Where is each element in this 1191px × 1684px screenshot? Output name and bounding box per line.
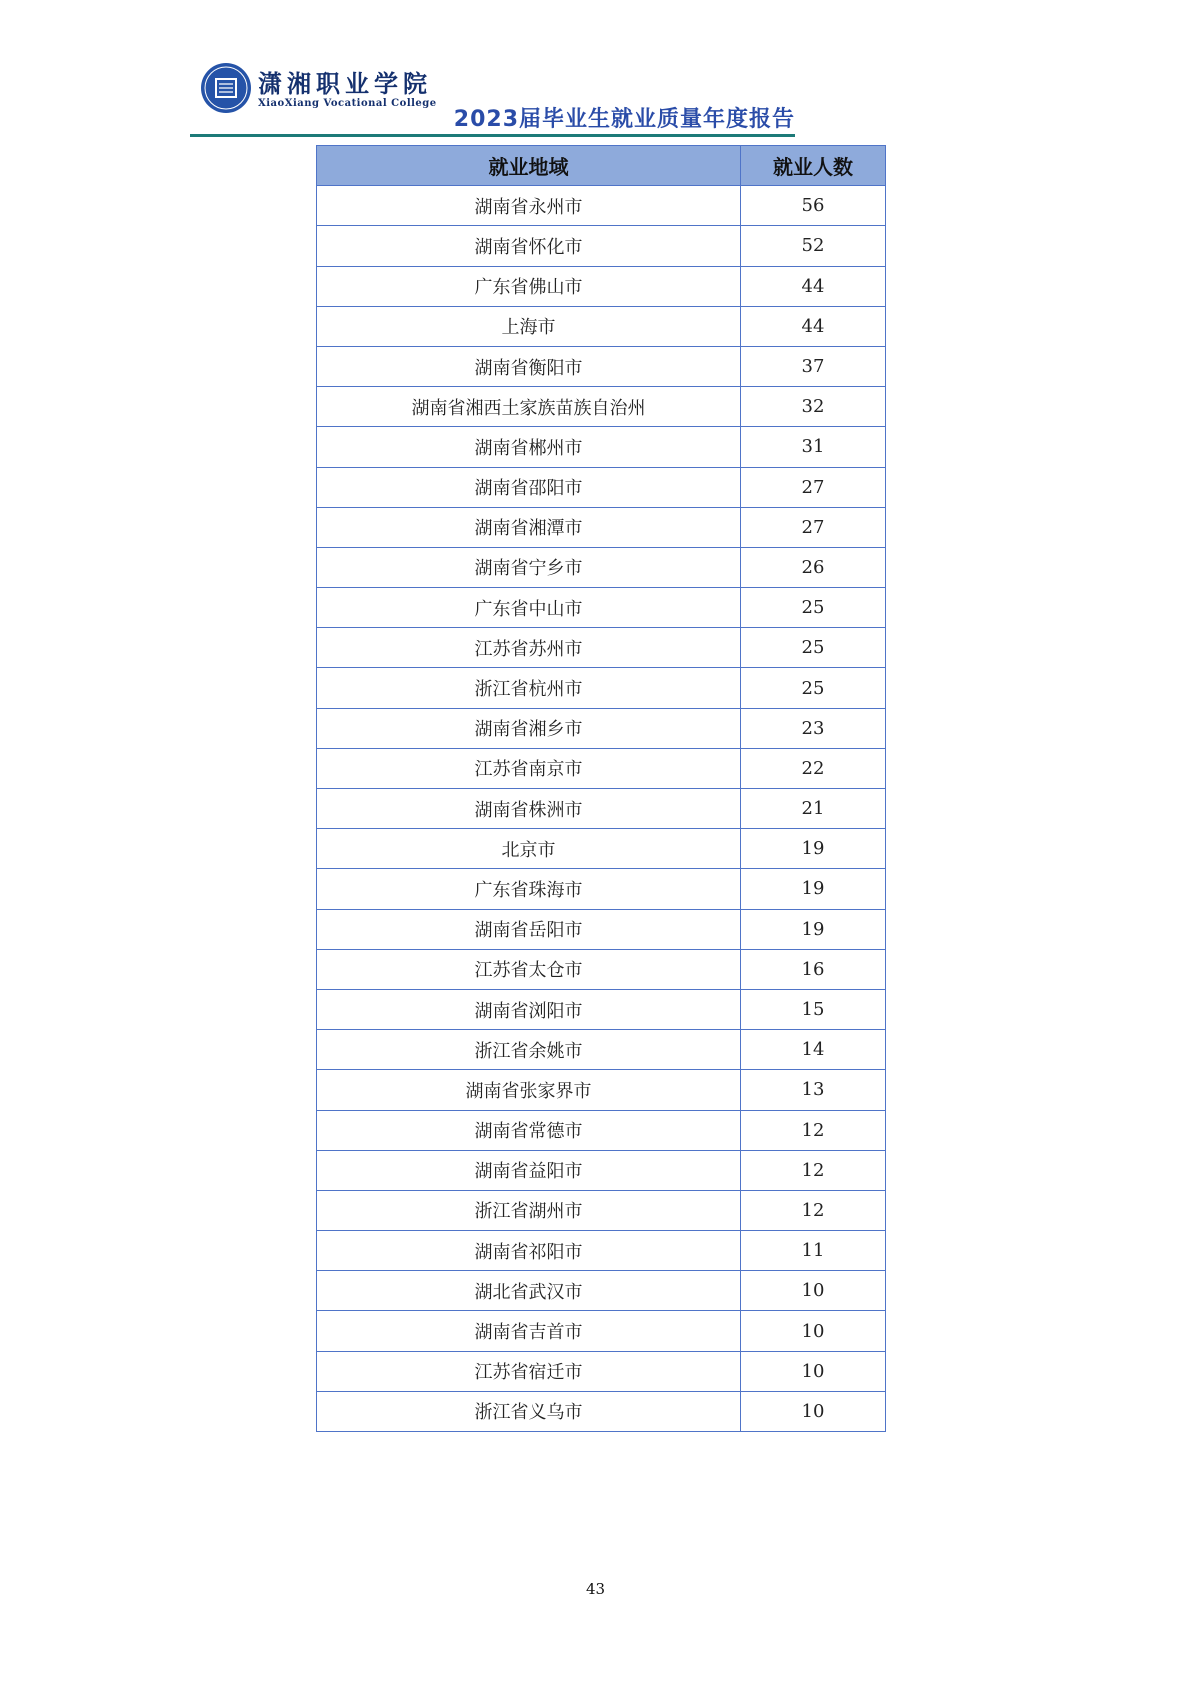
table-row bbox=[317, 1231, 886, 1271]
table-row bbox=[317, 909, 886, 949]
region-cell: 湖南省宁乡市 bbox=[317, 547, 741, 587]
count-cell: 19 bbox=[741, 869, 886, 909]
table-body bbox=[317, 186, 886, 1432]
region-cell: 浙江省余姚市 bbox=[317, 1030, 741, 1070]
region-cell: 上海市 bbox=[317, 306, 741, 346]
table-row bbox=[317, 186, 886, 226]
count-cell: 22 bbox=[741, 748, 886, 788]
count-cell: 12 bbox=[741, 1190, 886, 1230]
table-row bbox=[317, 547, 886, 587]
region-cell: 湖南省湘西土家族苗族自治州 bbox=[317, 387, 741, 427]
region-cell: 广东省佛山市 bbox=[317, 266, 741, 306]
employment-region-table bbox=[316, 145, 886, 1432]
count-cell: 27 bbox=[741, 467, 886, 507]
region-cell: 湖南省湘乡市 bbox=[317, 708, 741, 748]
count-cell: 25 bbox=[741, 588, 886, 628]
college-name-en: XiaoXiang Vocational College bbox=[258, 98, 437, 109]
region-cell: 浙江省义乌市 bbox=[317, 1391, 741, 1431]
count-cell: 44 bbox=[741, 266, 886, 306]
count-cell: 12 bbox=[741, 1150, 886, 1190]
table-row bbox=[317, 829, 886, 869]
table-row bbox=[317, 869, 886, 909]
table-row bbox=[317, 1391, 886, 1431]
region-cell: 湖南省岳阳市 bbox=[317, 909, 741, 949]
report-title: 2023届毕业生就业质量年度报告 bbox=[453, 107, 795, 132]
table-row bbox=[317, 989, 886, 1029]
header-divider bbox=[190, 134, 795, 137]
count-cell: 27 bbox=[741, 507, 886, 547]
table-row bbox=[317, 387, 886, 427]
table-row bbox=[317, 1110, 886, 1150]
region-cell: 湖南省吉首市 bbox=[317, 1311, 741, 1351]
column-header-region: 就业地域 bbox=[317, 146, 741, 186]
region-cell: 湖南省祁阳市 bbox=[317, 1231, 741, 1271]
region-cell: 北京市 bbox=[317, 829, 741, 869]
table-header-row bbox=[317, 146, 886, 186]
region-cell: 湖南省永州市 bbox=[317, 186, 741, 226]
table-row bbox=[317, 1030, 886, 1070]
table-row bbox=[317, 1190, 886, 1230]
region-cell: 湖南省怀化市 bbox=[317, 226, 741, 266]
count-cell: 56 bbox=[741, 186, 886, 226]
table-row bbox=[317, 1351, 886, 1391]
table-row bbox=[317, 346, 886, 386]
table-row bbox=[317, 708, 886, 748]
table-row bbox=[317, 1311, 886, 1351]
region-cell: 湖南省浏阳市 bbox=[317, 989, 741, 1029]
table-row bbox=[317, 427, 886, 467]
table-row bbox=[317, 668, 886, 708]
count-cell: 15 bbox=[741, 989, 886, 1029]
count-cell: 31 bbox=[741, 427, 886, 467]
region-cell: 湖南省株洲市 bbox=[317, 789, 741, 829]
count-cell: 52 bbox=[741, 226, 886, 266]
region-cell: 江苏省苏州市 bbox=[317, 628, 741, 668]
table-row bbox=[317, 306, 886, 346]
region-cell: 浙江省湖州市 bbox=[317, 1190, 741, 1230]
region-cell: 江苏省太仓市 bbox=[317, 949, 741, 989]
region-cell: 江苏省宿迁市 bbox=[317, 1351, 741, 1391]
count-cell: 10 bbox=[741, 1351, 886, 1391]
region-cell: 广东省中山市 bbox=[317, 588, 741, 628]
region-cell: 湖南省邵阳市 bbox=[317, 467, 741, 507]
count-cell: 10 bbox=[741, 1311, 886, 1351]
count-cell: 14 bbox=[741, 1030, 886, 1070]
count-cell: 23 bbox=[741, 708, 886, 748]
count-cell: 11 bbox=[741, 1231, 886, 1271]
count-cell: 16 bbox=[741, 949, 886, 989]
table-row bbox=[317, 507, 886, 547]
region-cell: 湖南省衡阳市 bbox=[317, 346, 741, 386]
table-row bbox=[317, 1070, 886, 1110]
count-cell: 21 bbox=[741, 789, 886, 829]
region-cell: 广东省珠海市 bbox=[317, 869, 741, 909]
count-cell: 26 bbox=[741, 547, 886, 587]
count-cell: 10 bbox=[741, 1391, 886, 1431]
table-row bbox=[317, 949, 886, 989]
table-row bbox=[317, 266, 886, 306]
region-cell: 湖北省武汉市 bbox=[317, 1271, 741, 1311]
region-cell: 湖南省湘潭市 bbox=[317, 507, 741, 547]
region-cell: 江苏省南京市 bbox=[317, 748, 741, 788]
page-number: 43 bbox=[585, 1580, 606, 1598]
region-cell: 湖南省常德市 bbox=[317, 1110, 741, 1150]
count-cell: 44 bbox=[741, 306, 886, 346]
region-cell: 湖南省张家界市 bbox=[317, 1070, 741, 1110]
count-cell: 32 bbox=[741, 387, 886, 427]
count-cell: 25 bbox=[741, 668, 886, 708]
count-cell: 37 bbox=[741, 346, 886, 386]
count-cell: 13 bbox=[741, 1070, 886, 1110]
count-cell: 19 bbox=[741, 909, 886, 949]
region-cell: 湖南省益阳市 bbox=[317, 1150, 741, 1190]
table-row bbox=[317, 1150, 886, 1190]
table-row bbox=[317, 789, 886, 829]
table-row bbox=[317, 628, 886, 668]
college-name-cn: 潇湘职业学院 bbox=[258, 69, 432, 98]
count-cell: 25 bbox=[741, 628, 886, 668]
table-row bbox=[317, 467, 886, 507]
table-row bbox=[317, 748, 886, 788]
region-cell: 湖南省郴州市 bbox=[317, 427, 741, 467]
table-row bbox=[317, 1271, 886, 1311]
count-cell: 12 bbox=[741, 1110, 886, 1150]
column-header-count: 就业人数 bbox=[741, 146, 886, 186]
table-row bbox=[317, 226, 886, 266]
college-seal-icon bbox=[200, 62, 252, 114]
count-cell: 19 bbox=[741, 829, 886, 869]
region-cell: 浙江省杭州市 bbox=[317, 668, 741, 708]
count-cell: 10 bbox=[741, 1271, 886, 1311]
table-row bbox=[317, 588, 886, 628]
page-header bbox=[190, 60, 795, 138]
